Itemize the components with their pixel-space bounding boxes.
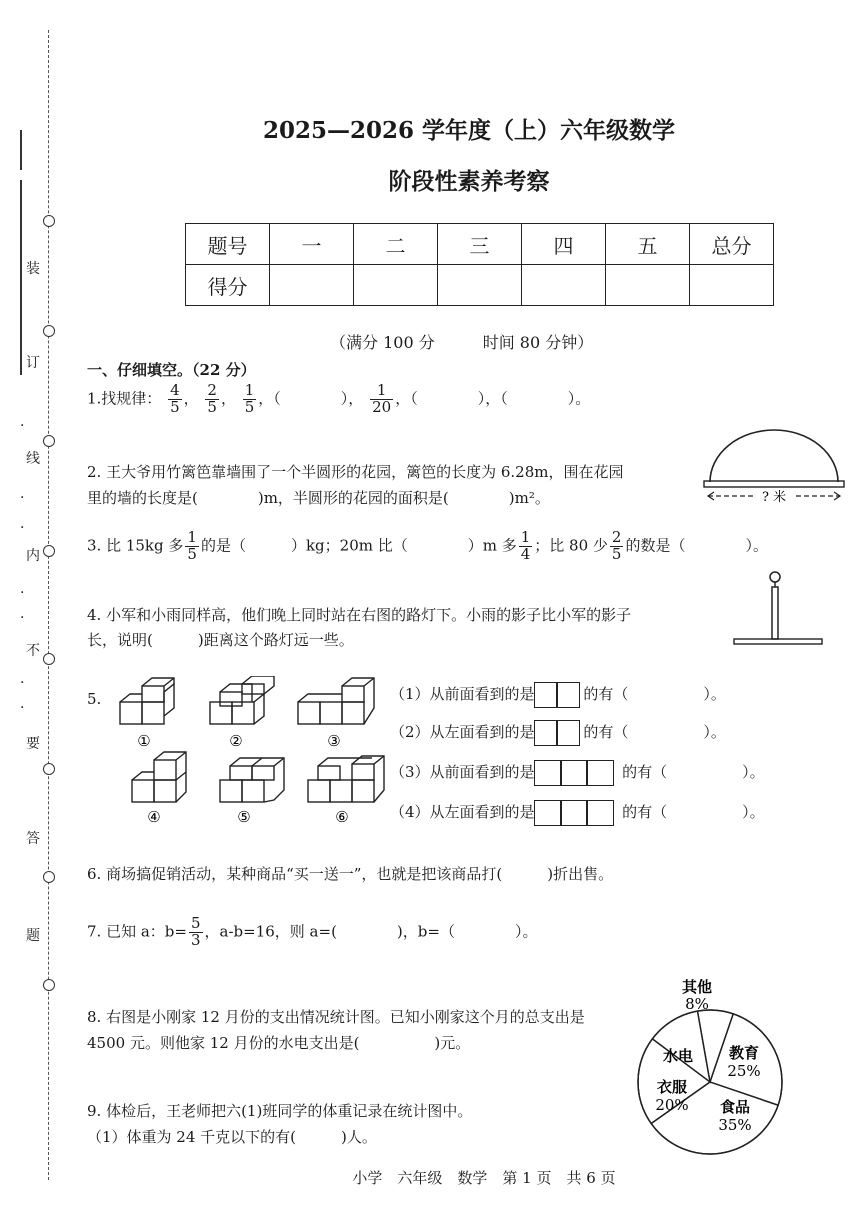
question-8-line2[interactable]: 4500 元。则他家 12 月份的水电支出是( )元。: [87, 1034, 471, 1052]
numerator: 1: [244, 381, 255, 399]
margin-bar: [20, 180, 22, 375]
denominator: 3: [190, 930, 201, 949]
view-square: [534, 800, 562, 826]
q5-item-pre: （4）从左面看到的是: [390, 803, 535, 821]
score-table-score-row: [186, 265, 774, 306]
page-subtitle: 阶段性素养考察: [388, 168, 550, 195]
score-input-cell[interactable]: [270, 265, 354, 306]
view-square: [556, 720, 580, 746]
question-5-item-2: [390, 720, 726, 746]
view-square: [534, 720, 558, 746]
q1-prefix: 1.找规律：: [87, 389, 162, 408]
lamp-pole: [772, 587, 778, 639]
q3-part-c: ；比 80 少: [534, 536, 608, 555]
pie-value-education: 25%: [727, 1062, 761, 1080]
view-square: [586, 800, 614, 826]
q3-part-a: 3. 比 15kg 多: [87, 536, 184, 555]
view-square: [560, 800, 588, 826]
score-cell: 五: [606, 224, 690, 265]
denominator: 4: [520, 544, 531, 563]
figure-label: ④: [147, 808, 161, 826]
margin-dot: ·: [20, 490, 25, 506]
binding-hole: [43, 979, 55, 991]
pie-label-other: 其他: [681, 978, 713, 996]
denominator: 5: [244, 397, 255, 416]
question-4-line1: 4. 小军和小雨同样高，他们晚上同时站在右图的路灯下。小雨的影子比小军的影子: [87, 606, 632, 624]
q5-item-pre: （3）从前面看到的是: [390, 763, 535, 781]
pie-label-food: 食品: [719, 1098, 751, 1116]
binding-hole: [43, 325, 55, 337]
score-cell: 一: [270, 224, 354, 265]
question-6[interactable]: 6. 商场搞促销活动，某种商品“买一送一”，也就是把该商品打( )折出售。: [87, 865, 614, 883]
cube-figure-1: [120, 678, 174, 724]
q7-part-a: 7. 已知 a：b=: [87, 922, 187, 941]
numerator: 2: [611, 528, 622, 546]
numerator: 2: [207, 381, 217, 399]
question-5-item-4: [390, 800, 765, 826]
score-input-cell[interactable]: [690, 265, 774, 306]
fraction: [519, 530, 533, 563]
score-cell: 得分: [186, 265, 270, 306]
fraction: [243, 383, 257, 416]
score-input-cell[interactable]: [522, 265, 606, 306]
q5-item-pre: （1）从前面看到的是: [390, 685, 535, 703]
binding-dashed-line: [48, 30, 49, 1180]
q7-part-b[interactable]: ，a-b=16，则 a=( )，b=（ ）。: [204, 922, 538, 941]
fraction: [205, 383, 219, 416]
q5-item-pre: （2）从左面看到的是: [390, 723, 535, 741]
question-3: [87, 530, 768, 563]
fraction: [189, 916, 203, 949]
q5-item-post[interactable]: 的有（ ）。: [583, 685, 726, 703]
figure-label: ⑥: [335, 808, 349, 826]
score-cell: 三: [438, 224, 522, 265]
page-title: 2025—2026 学年度（上）六年级数学: [262, 117, 676, 144]
q3-part-d[interactable]: 的数是（ ）。: [625, 536, 768, 555]
fraction: [370, 383, 393, 416]
fraction: [185, 530, 199, 563]
question-2-line2[interactable]: 里的墙的长度是( )m，半圆形的花园的面积是( )m²。: [87, 489, 550, 507]
denominator: 5: [170, 397, 180, 416]
margin-dot: ·: [20, 520, 25, 536]
cube-figure-6: [308, 756, 384, 802]
numerator: 1: [370, 383, 393, 400]
q5-item-post[interactable]: 的有（ ）。: [622, 763, 765, 781]
cube-figures: [112, 676, 392, 828]
q3-part-b[interactable]: 的是（ ）kg；20m 比（ ）m 多: [200, 536, 517, 555]
section-heading: 一、仔细填空。（22 分）: [87, 361, 256, 379]
binding-char: 内: [26, 548, 40, 564]
expense-pie-chart: [630, 972, 790, 1172]
numerator: 4: [170, 381, 180, 399]
fraction: [168, 383, 182, 416]
view-square: [534, 682, 558, 708]
binding-char: 题: [26, 928, 40, 944]
semicircle-arc: [710, 430, 838, 482]
binding-char: 装: [26, 261, 40, 277]
margin-dot: ·: [20, 610, 25, 626]
view-square: [560, 760, 588, 786]
binding-char: 线: [26, 451, 40, 467]
margin-dot: ·: [20, 675, 25, 691]
pie-value-other: 8%: [685, 995, 709, 1013]
score-input-cell[interactable]: [438, 265, 522, 306]
view-square: [556, 682, 580, 708]
pie-label-utilities: 水电: [662, 1047, 694, 1065]
score-table-header-row: [186, 224, 774, 265]
cube-figure-4: [132, 752, 186, 802]
numerator: 5: [190, 914, 201, 932]
binding-hole: [43, 871, 55, 883]
pie-label-clothing: 衣服: [656, 1078, 688, 1096]
q1-mid[interactable]: ，（ ），: [258, 389, 364, 408]
binding-char: 答: [26, 831, 40, 847]
margin-dot: ·: [20, 585, 25, 601]
question-5-item-3: [390, 760, 765, 786]
question-7: [87, 916, 537, 949]
binding-hole: [43, 435, 55, 447]
numerator: 1: [187, 528, 197, 546]
question-1: 1.找规律： $\frac{4}{5}$ ， $\frac{2}{5}$ ， $\frac{1}{5}$ ，（ ）， $\frac{1}{20}$ ，（ ），（ ）。: [87, 381, 591, 416]
dimension-label: ? 米: [761, 490, 787, 505]
numerator: 1: [520, 528, 531, 546]
figure-label: ③: [327, 732, 341, 750]
q1-tail[interactable]: ，（ ），（ ）。: [395, 389, 591, 408]
binding-char: 订: [26, 355, 40, 371]
binding-hole: [43, 653, 55, 665]
street-lamp-figure: [730, 566, 826, 652]
margin-dot: ·: [20, 700, 25, 716]
score-input-cell[interactable]: [354, 265, 438, 306]
pie-value-clothing: 20%: [655, 1096, 689, 1114]
q5-item-post[interactable]: 的有（ ）。: [583, 723, 726, 741]
question-4-line2[interactable]: 长，说明( )距离这个路灯远一些。: [87, 631, 354, 649]
figure-label: ①: [137, 732, 151, 750]
denominator: 5: [187, 544, 197, 563]
question-5-number: 5.: [87, 690, 102, 708]
q5-item-post[interactable]: 的有（ ）。: [622, 803, 765, 821]
semicircle-garden-figure: [700, 420, 848, 510]
score-table: [185, 223, 774, 306]
cube-figure-2: [210, 676, 274, 724]
denominator: 5: [611, 544, 622, 563]
score-cell: 题号: [186, 224, 270, 265]
view-square: [586, 760, 614, 786]
binding-hole: [43, 763, 55, 775]
pie-label-education: 教育: [728, 1044, 760, 1062]
binding-char: 要: [26, 736, 40, 752]
pie-value-food: 35%: [718, 1116, 752, 1134]
binding-char: 不: [26, 643, 40, 659]
wall: [704, 481, 844, 487]
exam-meta: （满分 100 分 时间 80 分钟）: [330, 333, 594, 352]
cube-figure-5: [220, 758, 284, 802]
denominator: 20: [372, 397, 392, 416]
question-8-line1: 8. 右图是小刚家 12 月份的支出情况统计图。已知小刚家这个月的总支出是: [87, 1008, 585, 1026]
score-cell: 二: [354, 224, 438, 265]
figure-label: ②: [229, 732, 243, 750]
question-9-line1: 9. 体检后，王老师把六(1)班同学的体重记录在统计图中。: [87, 1102, 473, 1120]
cube-figure-3: [298, 678, 374, 724]
margin-dot: ·: [20, 418, 25, 434]
score-input-cell[interactable]: [606, 265, 690, 306]
question-5-item-1: [390, 682, 726, 708]
question-2-line1: 2. 王大爷用竹篱笆靠墙围了一个半圆形的花园，篱笆的长度为 6.28m，围在花园: [87, 463, 624, 481]
lamp-bulb: [770, 572, 780, 582]
view-square: [534, 760, 562, 786]
fraction: [610, 530, 624, 563]
score-cell: 总分: [690, 224, 774, 265]
question-9-line2[interactable]: （1）体重为 24 千克以下的有( )人。: [87, 1128, 377, 1146]
binding-hole: [43, 545, 55, 557]
denominator: 5: [207, 397, 217, 416]
figure-label: ⑤: [237, 808, 251, 826]
page-footer: 小学 六年级 数学 第 1 页 共 6 页: [352, 1169, 616, 1187]
binding-hole: [43, 215, 55, 227]
score-cell: 四: [522, 224, 606, 265]
